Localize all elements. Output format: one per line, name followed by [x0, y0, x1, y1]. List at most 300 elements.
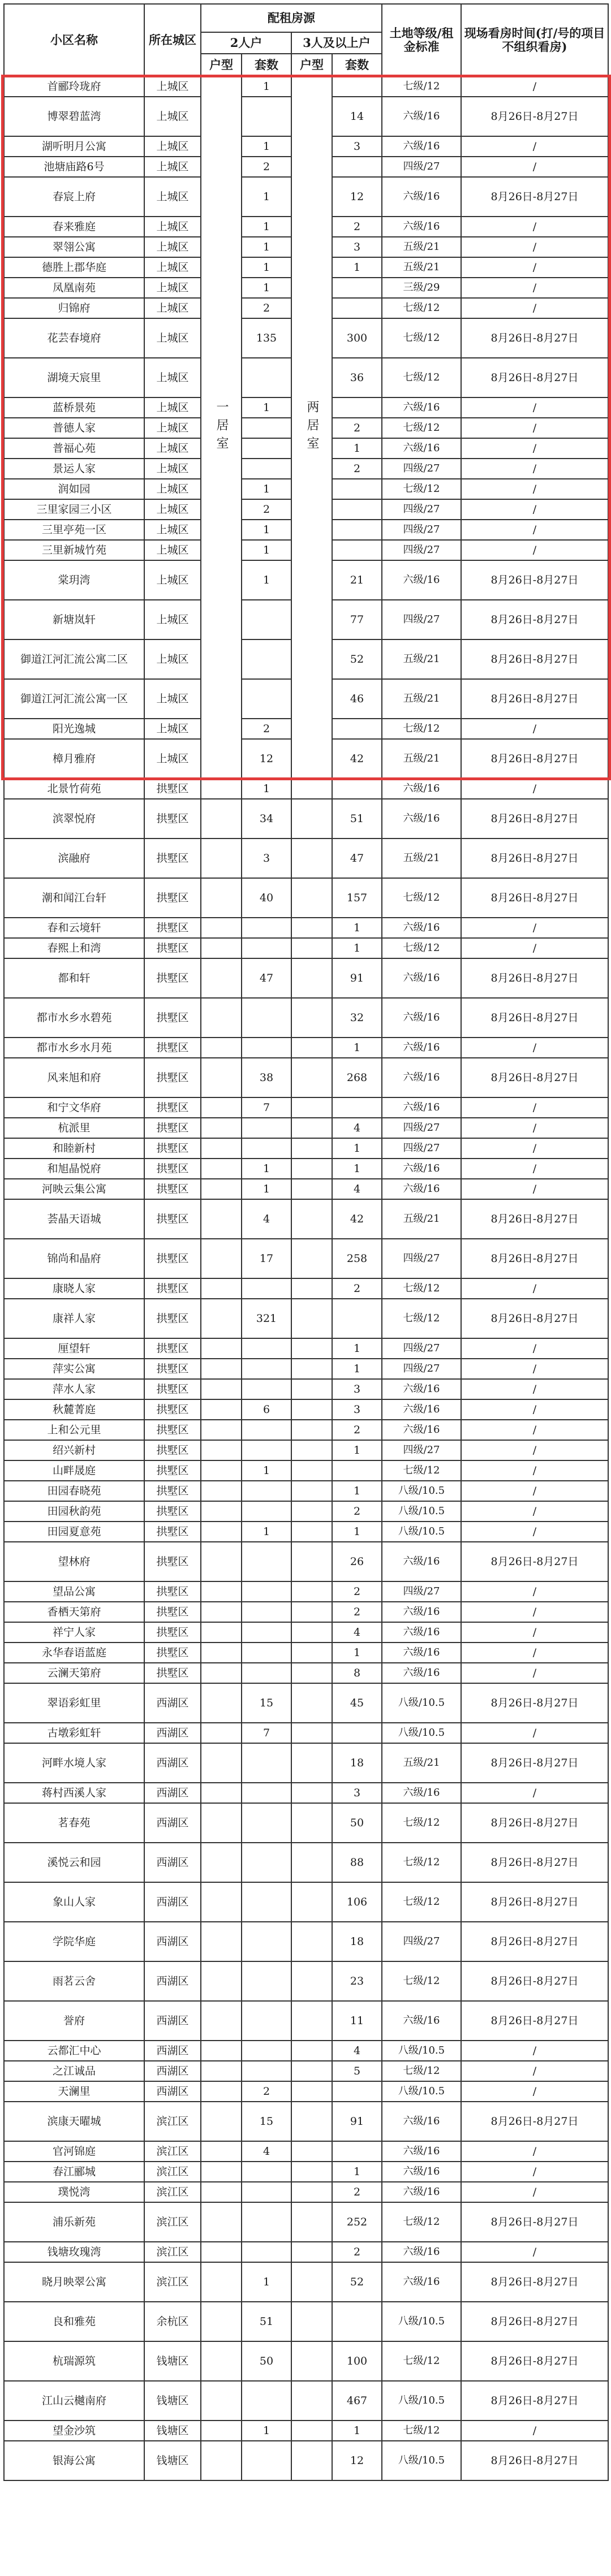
col-2person: 2人户 — [201, 32, 291, 54]
cell-district: 西湖区 — [144, 1783, 201, 1803]
cell-land: 七级/12 — [382, 358, 461, 397]
room-type-cell — [291, 998, 332, 1038]
cell-sets-3 — [332, 719, 382, 739]
cell-sets-3: 51 — [332, 799, 382, 839]
cell-sets-2 — [242, 998, 291, 1038]
cell-visit: 8月26日-8月27日 — [461, 839, 608, 878]
room-type-cell — [291, 2262, 332, 2302]
cell-sets-3: 1 — [332, 1038, 382, 1058]
cell-sets-3: 32 — [332, 998, 382, 1038]
cell-sets-2 — [242, 438, 291, 459]
table-row — [4, 1199, 608, 1239]
room-type-cell — [201, 2162, 242, 2182]
cell-district: 上城区 — [144, 459, 201, 479]
table-row — [4, 1239, 608, 1278]
cell-sets-3: 3 — [332, 237, 382, 257]
cell-sets-3 — [332, 1460, 382, 1481]
table-row — [4, 779, 608, 799]
cell-sets-3 — [332, 479, 382, 499]
cell-sets-2 — [242, 1501, 291, 1522]
room-type-cell — [201, 2381, 242, 2421]
cell-district: 拱墅区 — [144, 1138, 201, 1159]
cell-sets-3: 52 — [332, 2262, 382, 2302]
room-type-cell — [291, 1743, 332, 1783]
cell-name: 三里家园三小区 — [4, 499, 144, 520]
cell-visit: / — [461, 520, 608, 540]
room-type-cell — [201, 1683, 242, 1723]
room-type-cell — [201, 2242, 242, 2262]
cell-name: 潮和闻江台轩 — [4, 878, 144, 918]
cell-visit: / — [461, 1159, 608, 1179]
table-row — [4, 1179, 608, 1199]
room-type-cell — [291, 1783, 332, 1803]
cell-sets-2: 2 — [242, 499, 291, 520]
col-unit-type-b: 户型 — [291, 54, 332, 76]
cell-name: 溪悦云和园 — [4, 1843, 144, 1882]
cell-land: 八级/10.5 — [382, 2302, 461, 2341]
cell-district: 西湖区 — [144, 1961, 201, 2001]
cell-name: 云都汇中心 — [4, 2041, 144, 2061]
cell-district: 滨江区 — [144, 2202, 201, 2242]
col-sets-b: 套数 — [332, 54, 382, 76]
cell-land: 六级/16 — [382, 560, 461, 600]
cell-name: 春来雅庭 — [4, 217, 144, 237]
room-type-cell — [201, 1501, 242, 1522]
cell-land: 五级/21 — [382, 237, 461, 257]
room-type-cell — [291, 1803, 332, 1843]
cell-visit: / — [461, 540, 608, 560]
cell-land: 六级/16 — [382, 177, 461, 217]
cell-land: 七级/12 — [382, 2341, 461, 2381]
room-type-cell — [291, 2302, 332, 2341]
cell-district: 上城区 — [144, 639, 201, 679]
cell-sets-3: 1 — [332, 918, 382, 938]
cell-land: 六级/16 — [382, 1038, 461, 1058]
cell-sets-3: 50 — [332, 1803, 382, 1843]
cell-land: 六级/16 — [382, 2242, 461, 2262]
cell-sets-3: 1 — [332, 1522, 382, 1542]
room-type-cell — [201, 2001, 242, 2041]
table-row — [4, 1118, 608, 1138]
cell-name: 和旭晶悦府 — [4, 1159, 144, 1179]
cell-land: 六级/16 — [382, 1783, 461, 1803]
room-type-cell — [291, 2182, 332, 2202]
cell-name: 花芸春境府 — [4, 318, 144, 358]
room-type-cell — [291, 1359, 332, 1379]
cell-land: 七级/12 — [382, 719, 461, 739]
cell-land: 四级/27 — [382, 540, 461, 560]
cell-land: 七级/12 — [382, 1299, 461, 1338]
cell-sets-3: 21 — [332, 560, 382, 600]
room-type-cell — [291, 1663, 332, 1683]
cell-visit: 8月26日-8月27日 — [461, 1058, 608, 1097]
cell-district: 拱墅区 — [144, 918, 201, 938]
table-row — [4, 1481, 608, 1501]
cell-sets-3 — [332, 1299, 382, 1338]
cell-sets-3: 2 — [332, 1581, 382, 1602]
cell-name: 雨茗云舍 — [4, 1961, 144, 2001]
cell-sets-3: 52 — [332, 639, 382, 679]
table-row — [4, 1338, 608, 1359]
cell-name: 之江诚品 — [4, 2061, 144, 2081]
cell-sets-2: 135 — [242, 318, 291, 358]
cell-sets-2 — [242, 459, 291, 479]
cell-sets-2 — [242, 1379, 291, 1399]
cell-name: 山畔晟庭 — [4, 1460, 144, 1481]
table-row — [4, 1138, 608, 1159]
cell-land: 四级/27 — [382, 1338, 461, 1359]
cell-sets-3: 18 — [332, 1743, 382, 1783]
cell-district: 钱塘区 — [144, 2381, 201, 2421]
room-type-cell — [201, 1278, 242, 1299]
room-type-cell — [291, 1278, 332, 1299]
cell-district: 上城区 — [144, 136, 201, 157]
table-row — [4, 1723, 608, 1743]
cell-land: 六级/16 — [382, 97, 461, 136]
cell-sets-2: 4 — [242, 1199, 291, 1239]
cell-district: 上城区 — [144, 358, 201, 397]
cell-name: 滨融府 — [4, 839, 144, 878]
cell-district: 拱墅区 — [144, 1420, 201, 1440]
room-type-cell — [201, 2141, 242, 2162]
cell-district: 拱墅区 — [144, 779, 201, 799]
cell-visit: / — [461, 76, 608, 97]
cell-district: 拱墅区 — [144, 958, 201, 998]
cell-land: 五级/21 — [382, 257, 461, 278]
room-type-cell — [291, 1239, 332, 1278]
cell-sets-2 — [242, 1542, 291, 1581]
cell-land: 八级/10.5 — [382, 2081, 461, 2102]
cell-name: 祥宁人家 — [4, 1622, 144, 1643]
cell-visit: 8月26日-8月27日 — [461, 1743, 608, 1783]
cell-sets-3 — [332, 2302, 382, 2341]
cell-sets-2 — [242, 1922, 291, 1961]
cell-name: 天澜里 — [4, 2081, 144, 2102]
cell-visit: 8月26日-8月27日 — [461, 97, 608, 136]
cell-district: 上城区 — [144, 520, 201, 540]
room-type-cell — [201, 1199, 242, 1239]
table-row — [4, 1961, 608, 2001]
table-row — [4, 1038, 608, 1058]
cell-visit: / — [461, 1038, 608, 1058]
cell-visit: / — [461, 2182, 608, 2202]
cell-sets-2: 1 — [242, 177, 291, 217]
cell-visit: / — [461, 2041, 608, 2061]
cell-land: 五级/21 — [382, 739, 461, 779]
room-type-cell — [291, 1542, 332, 1581]
cell-name: 杭派里 — [4, 1118, 144, 1138]
room-type-cell — [201, 2061, 242, 2081]
room-type-cell — [201, 1239, 242, 1278]
cell-sets-2: 1 — [242, 540, 291, 560]
table-row — [4, 1097, 608, 1118]
room-type-cell — [201, 1097, 242, 1118]
room-type-cell — [201, 1379, 242, 1399]
cell-district: 拱墅区 — [144, 1501, 201, 1522]
cell-district: 上城区 — [144, 217, 201, 237]
cell-district: 上城区 — [144, 397, 201, 418]
table-row — [4, 2302, 608, 2341]
cell-name: 普福心苑 — [4, 438, 144, 459]
cell-visit: 8月26日-8月27日 — [461, 2262, 608, 2302]
cell-sets-2: 1 — [242, 560, 291, 600]
cell-name: 田园夏意苑 — [4, 1522, 144, 1542]
cell-land: 七级/12 — [382, 479, 461, 499]
room-type-cell — [201, 1922, 242, 1961]
cell-sets-2 — [242, 2041, 291, 2061]
cell-district: 拱墅区 — [144, 1038, 201, 1058]
cell-district: 滨江区 — [144, 2162, 201, 2182]
room-type-cell — [201, 1338, 242, 1359]
table-row — [4, 2041, 608, 2061]
cell-district: 钱塘区 — [144, 2341, 201, 2381]
room-type-cell — [201, 1522, 242, 1542]
cell-sets-3 — [332, 779, 382, 799]
cell-visit: / — [461, 1622, 608, 1643]
cell-district: 钱塘区 — [144, 2421, 201, 2441]
room-type-cell — [291, 1522, 332, 1542]
cell-sets-3: 1 — [332, 1138, 382, 1159]
cell-visit: 8月26日-8月27日 — [461, 799, 608, 839]
room-type-cell — [291, 1460, 332, 1481]
cell-name: 春宸上府 — [4, 177, 144, 217]
room-type-cell — [201, 1602, 242, 1622]
cell-name: 晓月映翠公寓 — [4, 2262, 144, 2302]
cell-visit: 8月26日-8月27日 — [461, 878, 608, 918]
cell-visit: 8月26日-8月27日 — [461, 2441, 608, 2480]
cell-name: 春熙上和湾 — [4, 938, 144, 958]
cell-sets-3: 1 — [332, 2162, 382, 2182]
cell-sets-3: 45 — [332, 1683, 382, 1723]
room-type-one: 一居室 — [201, 76, 242, 779]
cell-sets-2: 34 — [242, 799, 291, 839]
room-type-cell — [291, 1602, 332, 1622]
table-row — [4, 1882, 608, 1922]
cell-visit: 8月26日-8月27日 — [461, 600, 608, 639]
cell-name: 望金沙筑 — [4, 2421, 144, 2441]
table-row — [4, 1783, 608, 1803]
cell-name: 誉府 — [4, 2001, 144, 2041]
cell-visit: 8月26日-8月27日 — [461, 1199, 608, 1239]
table-row — [4, 1743, 608, 1783]
cell-sets-3: 1 — [332, 1481, 382, 1501]
table-row — [4, 1643, 608, 1663]
room-type-cell — [291, 1683, 332, 1723]
cell-sets-2 — [242, 2381, 291, 2421]
cell-sets-3: 36 — [332, 358, 382, 397]
cell-sets-2 — [242, 2202, 291, 2242]
cell-name: 三里亭苑一区 — [4, 520, 144, 540]
cell-land: 七级/12 — [382, 1961, 461, 2001]
cell-district: 上城区 — [144, 600, 201, 639]
room-type-cell — [201, 2202, 242, 2242]
cell-sets-3 — [332, 1723, 382, 1743]
cell-sets-3: 2 — [332, 459, 382, 479]
cell-sets-2 — [242, 1643, 291, 1663]
cell-sets-2: 1 — [242, 520, 291, 540]
cell-sets-3: 2 — [332, 1602, 382, 1622]
cell-land: 七级/12 — [382, 1803, 461, 1843]
table-row — [4, 938, 608, 958]
cell-name: 绍兴新村 — [4, 1440, 144, 1460]
cell-district: 西湖区 — [144, 1723, 201, 1743]
cell-land: 八级/10.5 — [382, 1683, 461, 1723]
room-type-two: 两居室 — [291, 76, 332, 779]
cell-sets-2 — [242, 1882, 291, 1922]
cell-sets-2: 1 — [242, 1179, 291, 1199]
room-type-cell — [291, 1058, 332, 1097]
cell-land: 六级/16 — [382, 1663, 461, 1683]
cell-visit: / — [461, 1643, 608, 1663]
room-type-cell — [201, 1663, 242, 1683]
cell-name: 永华春语蓝庭 — [4, 1643, 144, 1663]
cell-sets-3: 11 — [332, 2001, 382, 2041]
cell-visit: / — [461, 479, 608, 499]
cell-name: 和宁文华府 — [4, 1097, 144, 1118]
cell-name: 景运人家 — [4, 459, 144, 479]
cell-district: 拱墅区 — [144, 1622, 201, 1643]
cell-sets-3: 268 — [332, 1058, 382, 1097]
cell-land: 七级/12 — [382, 938, 461, 958]
cell-sets-2 — [242, 1961, 291, 2001]
room-type-cell — [201, 958, 242, 998]
cell-sets-3: 1 — [332, 2421, 382, 2441]
cell-sets-2: 40 — [242, 878, 291, 918]
cell-sets-3: 88 — [332, 1843, 382, 1882]
cell-sets-2: 47 — [242, 958, 291, 998]
cell-land: 七级/12 — [382, 2202, 461, 2242]
room-type-cell — [291, 1723, 332, 1743]
cell-land: 六级/16 — [382, 998, 461, 1038]
room-type-cell — [291, 1882, 332, 1922]
cell-name: 春江郦城 — [4, 2162, 144, 2182]
cell-name: 上和公元里 — [4, 1420, 144, 1440]
room-type-cell — [291, 2242, 332, 2262]
cell-name: 钱塘玫瑰湾 — [4, 2242, 144, 2262]
cell-name: 田园秋韵苑 — [4, 1501, 144, 1522]
cell-land: 六级/16 — [382, 136, 461, 157]
room-type-cell — [201, 1359, 242, 1379]
room-type-cell — [291, 1338, 332, 1359]
cell-visit: 8月26日-8月27日 — [461, 1922, 608, 1961]
cell-district: 拱墅区 — [144, 1399, 201, 1420]
cell-name: 荟晶天语城 — [4, 1199, 144, 1239]
cell-name: 锦尚和晶府 — [4, 1239, 144, 1278]
cell-district: 拱墅区 — [144, 1522, 201, 1542]
cell-sets-2 — [242, 1278, 291, 1299]
cell-sets-2: 1 — [242, 779, 291, 799]
cell-visit: 8月26日-8月27日 — [461, 2302, 608, 2341]
cell-sets-3: 2 — [332, 2242, 382, 2262]
cell-visit: 8月26日-8月27日 — [461, 2102, 608, 2141]
table-row — [4, 2081, 608, 2102]
col-sets-a: 套数 — [242, 54, 291, 76]
cell-land: 四级/27 — [382, 1138, 461, 1159]
cell-sets-2 — [242, 2182, 291, 2202]
cell-sets-2: 15 — [242, 2102, 291, 2141]
cell-sets-3 — [332, 2141, 382, 2162]
cell-district: 上城区 — [144, 298, 201, 318]
cell-name: 首郦玲珑府 — [4, 76, 144, 97]
cell-visit: / — [461, 2242, 608, 2262]
cell-district: 钱塘区 — [144, 2441, 201, 2480]
cell-visit: / — [461, 1097, 608, 1118]
cell-name: 蓝桥景苑 — [4, 397, 144, 418]
cell-name: 康晓人家 — [4, 1278, 144, 1299]
room-type-cell — [201, 1783, 242, 1803]
cell-district: 上城区 — [144, 499, 201, 520]
cell-land: 七级/12 — [382, 1843, 461, 1882]
room-type-cell — [201, 1440, 242, 1460]
cell-land: 四级/27 — [382, 1922, 461, 1961]
cell-land: 六级/16 — [382, 2162, 461, 2182]
cell-sets-3: 2 — [332, 2182, 382, 2202]
table-row — [4, 1299, 608, 1338]
cell-sets-3: 12 — [332, 177, 382, 217]
cell-visit: / — [461, 719, 608, 739]
cell-land: 六级/16 — [382, 1159, 461, 1179]
cell-sets-3: 18 — [332, 1922, 382, 1961]
cell-land: 五级/21 — [382, 1743, 461, 1783]
cell-name: 学院华庭 — [4, 1922, 144, 1961]
cell-district: 上城区 — [144, 418, 201, 438]
cell-visit: / — [461, 1602, 608, 1622]
cell-district: 西湖区 — [144, 2001, 201, 2041]
cell-sets-2: 38 — [242, 1058, 291, 1097]
room-type-cell — [291, 839, 332, 878]
cell-sets-3 — [332, 2081, 382, 2102]
table-row — [4, 1542, 608, 1581]
cell-sets-3 — [332, 278, 382, 298]
cell-visit: 8月26日-8月27日 — [461, 1542, 608, 1581]
table-row — [4, 998, 608, 1038]
cell-district: 拱墅区 — [144, 1239, 201, 1278]
cell-sets-2 — [242, 2061, 291, 2081]
cell-sets-2 — [242, 1420, 291, 1440]
cell-sets-3: 91 — [332, 2102, 382, 2141]
cell-sets-2 — [242, 1038, 291, 1058]
cell-sets-2 — [242, 1743, 291, 1783]
cell-sets-2 — [242, 1581, 291, 1602]
cell-visit: / — [461, 1420, 608, 1440]
cell-district: 拱墅区 — [144, 1663, 201, 1683]
cell-visit: 8月26日-8月27日 — [461, 958, 608, 998]
cell-name: 望林府 — [4, 1542, 144, 1581]
cell-district: 拱墅区 — [144, 1379, 201, 1399]
table-row — [4, 2381, 608, 2421]
cell-district: 拱墅区 — [144, 1278, 201, 1299]
cell-sets-2: 4 — [242, 2141, 291, 2162]
cell-land: 六级/16 — [382, 918, 461, 938]
cell-visit: / — [461, 418, 608, 438]
cell-sets-2 — [242, 1783, 291, 1803]
cell-sets-3: 8 — [332, 1663, 382, 1683]
cell-name: 杭瑞源筑 — [4, 2341, 144, 2381]
cell-name: 北景竹荷苑 — [4, 779, 144, 799]
cell-visit: / — [461, 1440, 608, 1460]
room-type-cell — [201, 1460, 242, 1481]
cell-district: 上城区 — [144, 438, 201, 459]
cell-land: 六级/16 — [382, 799, 461, 839]
cell-district: 拱墅区 — [144, 1440, 201, 1460]
room-type-cell — [201, 2081, 242, 2102]
table-row — [4, 1058, 608, 1097]
cell-sets-3: 26 — [332, 1542, 382, 1581]
cell-sets-3: 4 — [332, 1622, 382, 1643]
cell-district: 西湖区 — [144, 1922, 201, 1961]
cell-name: 滨康天曜城 — [4, 2102, 144, 2141]
cell-name: 御道江河汇流公寓一区 — [4, 679, 144, 719]
